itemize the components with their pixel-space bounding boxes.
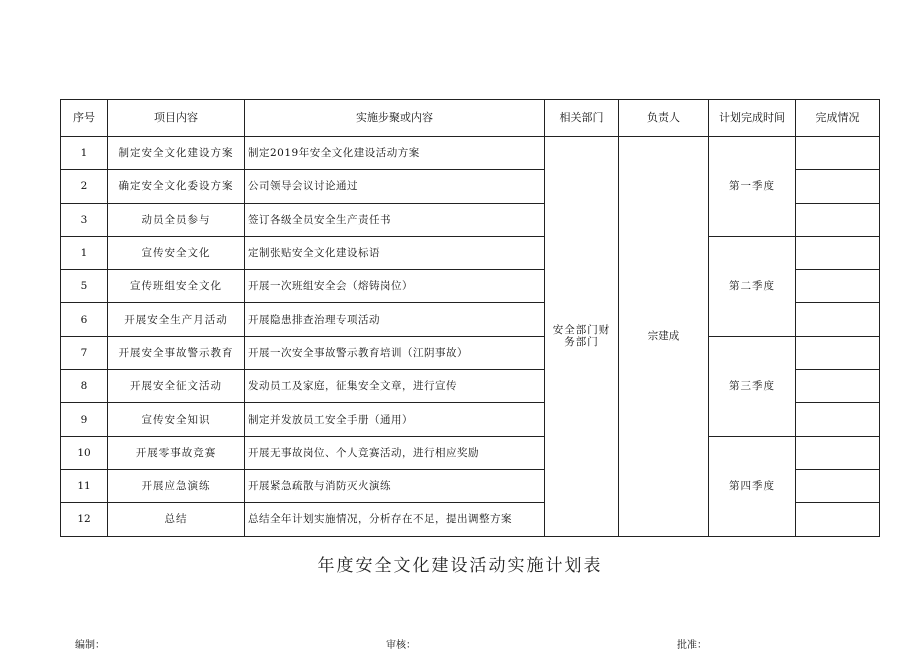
- cell-no: 8: [61, 370, 108, 403]
- header-row: [61, 100, 880, 137]
- cell-status: [796, 270, 880, 303]
- cell-step: 定制张贴安全文化建设标语: [245, 236, 545, 269]
- table-row: [61, 236, 880, 269]
- header-item: 项目内容: [108, 100, 245, 137]
- cell-item: 宣传安全文化: [108, 236, 245, 269]
- cell-no: 5: [61, 270, 108, 303]
- cell-item: 动员全员参与: [108, 203, 245, 236]
- cell-step: 制定2019年安全文化建设活动方案: [245, 137, 545, 170]
- cell-status: [796, 469, 880, 502]
- signature-approved: 批准：: [677, 640, 707, 651]
- table-row: [61, 336, 880, 369]
- cell-dept: 安全部门财务部门: [545, 137, 619, 537]
- cell-no: 3: [61, 203, 108, 236]
- cell-step: 总结全年计划实施情况，分析存在不足，提出调整方案: [245, 503, 545, 536]
- cell-status: [796, 170, 880, 203]
- cell-quarter-2: 第二季度: [709, 236, 796, 336]
- cell-item: 开展安全生产月活动: [108, 303, 245, 336]
- cell-step: 签订各级全员安全生产责任书: [245, 203, 545, 236]
- cell-status: [796, 236, 880, 269]
- cell-item: 开展零事故竞赛: [108, 436, 245, 469]
- table-row: [61, 137, 880, 170]
- cell-step: 发动员工及家庭，征集安全文章，进行宣传: [245, 370, 545, 403]
- cell-quarter-3: 第三季度: [709, 336, 796, 436]
- signature-prepared: 编制：: [75, 640, 105, 651]
- cell-no: 10: [61, 436, 108, 469]
- cell-no: 11: [61, 469, 108, 502]
- cell-no: 9: [61, 403, 108, 436]
- cell-item: 开展应急演练: [108, 469, 245, 502]
- cell-item: 确定安全文化委设方案: [108, 170, 245, 203]
- cell-status: [796, 336, 880, 369]
- cell-step: 公司领导会议讨论通过: [245, 170, 545, 203]
- cell-status: [796, 137, 880, 170]
- header-dept: 相关部门: [545, 100, 619, 137]
- header-status: 完成情况: [796, 100, 880, 137]
- cell-no: 6: [61, 303, 108, 336]
- cell-step: 开展紧急疏散与消防灭火演练: [245, 469, 545, 502]
- cell-no: 1: [61, 137, 108, 170]
- cell-status: [796, 503, 880, 536]
- cell-status: [796, 370, 880, 403]
- cell-status: [796, 436, 880, 469]
- cell-no: 2: [61, 170, 108, 203]
- cell-item: 制定安全文化建设方案: [108, 137, 245, 170]
- cell-step: 开展一次班组安全会（熔铸岗位）: [245, 270, 545, 303]
- cell-step: 开展隐患排查治理专项活动: [245, 303, 545, 336]
- cell-status: [796, 403, 880, 436]
- table-row: [61, 436, 880, 469]
- header-step: 实施步聚或内容: [245, 100, 545, 137]
- cell-quarter-1: 第一季度: [709, 137, 796, 237]
- cell-item: 宣传班组安全文化: [108, 270, 245, 303]
- cell-item: 宣传安全知识: [108, 403, 245, 436]
- cell-no: 12: [61, 503, 108, 536]
- document-title: 年度安全文化建设活动实施计划表: [317, 556, 603, 576]
- cell-owner: 宗建成: [619, 137, 709, 537]
- signature-reviewed: 审核：: [386, 640, 416, 651]
- header-no: 序号: [61, 100, 108, 137]
- cell-step: 开展无事故岗位、个人竞赛活动，进行相应奖励: [245, 436, 545, 469]
- header-owner: 负责人: [619, 100, 709, 137]
- cell-item: 开展安全征文活动: [108, 370, 245, 403]
- cell-step: 制定并发放员工安全手册（通用）: [245, 403, 545, 436]
- cell-no: 7: [61, 336, 108, 369]
- cell-no: 1: [61, 236, 108, 269]
- plan-table: [60, 99, 880, 537]
- cell-status: [796, 303, 880, 336]
- cell-item: 开展安全事故警示教育: [108, 336, 245, 369]
- header-time: 计划完成时间: [709, 100, 796, 137]
- cell-status: [796, 203, 880, 236]
- cell-item: 总结: [108, 503, 245, 536]
- cell-step: 开展一次安全事故警示教育培训（江阴事故）: [245, 336, 545, 369]
- cell-quarter-4: 第四季度: [709, 436, 796, 536]
